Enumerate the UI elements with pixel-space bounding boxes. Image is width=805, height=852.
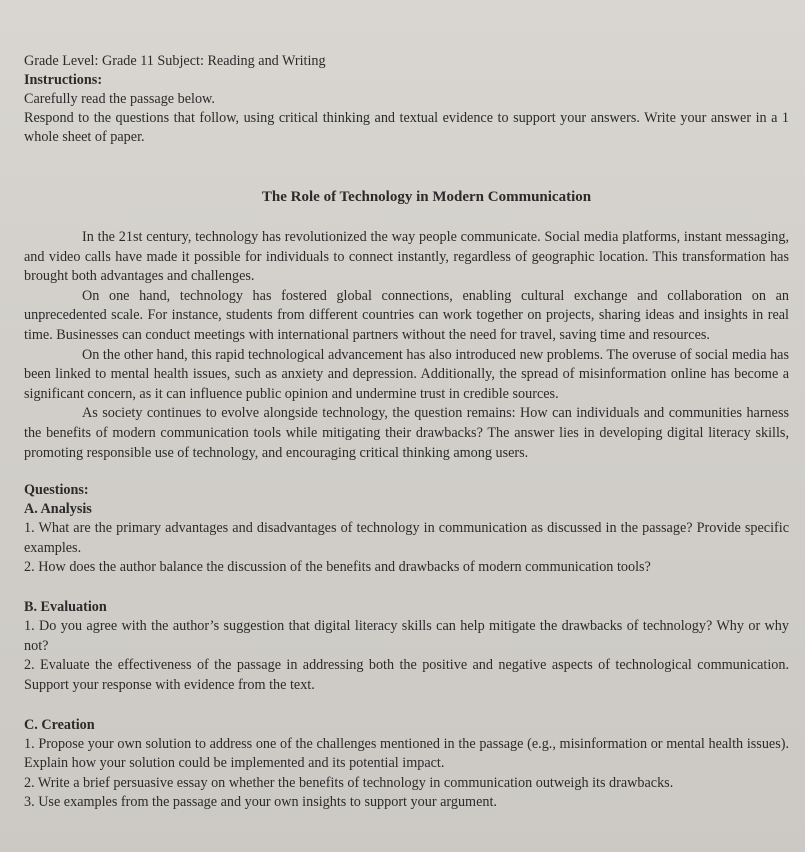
section-heading: C. Creation <box>24 716 95 733</box>
question-item: 2. How does the author balance the discussion of the benefits and drawbacks of modern communication tools? <box>24 558 651 575</box>
passage-body <box>24 228 789 463</box>
passage-paragraph: As society continues to evolve alongside technology, the question remains: How can individuals and communities harness the benefits of modern communication tools while mitigating their drawbacks? The answer lies in developing digital literacy skills, promoting responsible use of technology, and encouraging critical thinking among users. <box>24 405 789 461</box>
question-item: 2. Write a brief persuasive essay on whether the benefits of technology in communication outweigh its drawbacks. <box>24 774 674 791</box>
section-evaluation <box>24 598 789 695</box>
question-item: 1. Propose your own solution to address one of the challenges mentioned in the passage (e.g., misinformation or mental health issues). Explain how your solution could be implemented and its potential impact. <box>24 735 789 772</box>
section-creation <box>24 716 789 813</box>
instruction-1: Carefully read the passage below. <box>24 91 215 107</box>
question-item: 2. Evaluate the effectiveness of the passage in addressing both the positive and negative aspects of technological communication. Support your response with evidence from the text. <box>24 657 789 693</box>
instruction-2: Respond to the questions that follow, using critical thinking and textual evidence to support your answers. Write your answer in a 1 whole sheet of paper. <box>24 110 789 145</box>
passage-paragraph: In the 21st century, technology has revolutionized the way people communicate. Social media platforms, instant messaging, and video calls have made it possible for individuals to connect instantly, regardless of geographic location. This transformation has brought both advantages and challenges. <box>24 229 789 285</box>
questions-label: Questions: <box>24 482 89 499</box>
section-heading: A. Analysis <box>24 501 92 518</box>
questions-section <box>24 481 789 812</box>
passage-paragraph: On one hand, technology has fostered global connections, enabling cultural exchange and collaboration on an unprecedented scale. For instance, students from different countries can work together on projects, sharing ideas and insights in real time. Businesses can conduct meetings with international partners without the need for travel, saving time and resources. <box>24 287 789 343</box>
question-item: 1. Do you agree with the author’s suggestion that digital literacy skills can help mitigate the drawbacks of technology? Why or why not? <box>24 618 789 654</box>
question-item: 1. What are the primary advantages and disadvantages of technology in communication as discussed in the passage? Provide specific examples. <box>24 520 789 556</box>
passage-title: The Role of Technology in Modern Communication <box>261 189 592 205</box>
grade-subject-line: Grade Level: Grade 11 Subject: Reading and Writing <box>24 53 326 69</box>
passage-paragraph: On the other hand, this rapid technological advancement has also introduced new problems. The overuse of social media has been linked to mental health issues, such as anxiety and depression. Additionally, the spread of misinformation online has become a significant concern, as it can influence public opinion and undermine trust in credible sources. <box>24 346 789 402</box>
section-heading: B. Evaluation <box>24 599 107 616</box>
instructions-label: Instructions: <box>24 72 103 88</box>
question-item: 3. Use examples from the passage and your own insights to support your argument. <box>24 794 497 811</box>
section-analysis <box>24 500 789 577</box>
